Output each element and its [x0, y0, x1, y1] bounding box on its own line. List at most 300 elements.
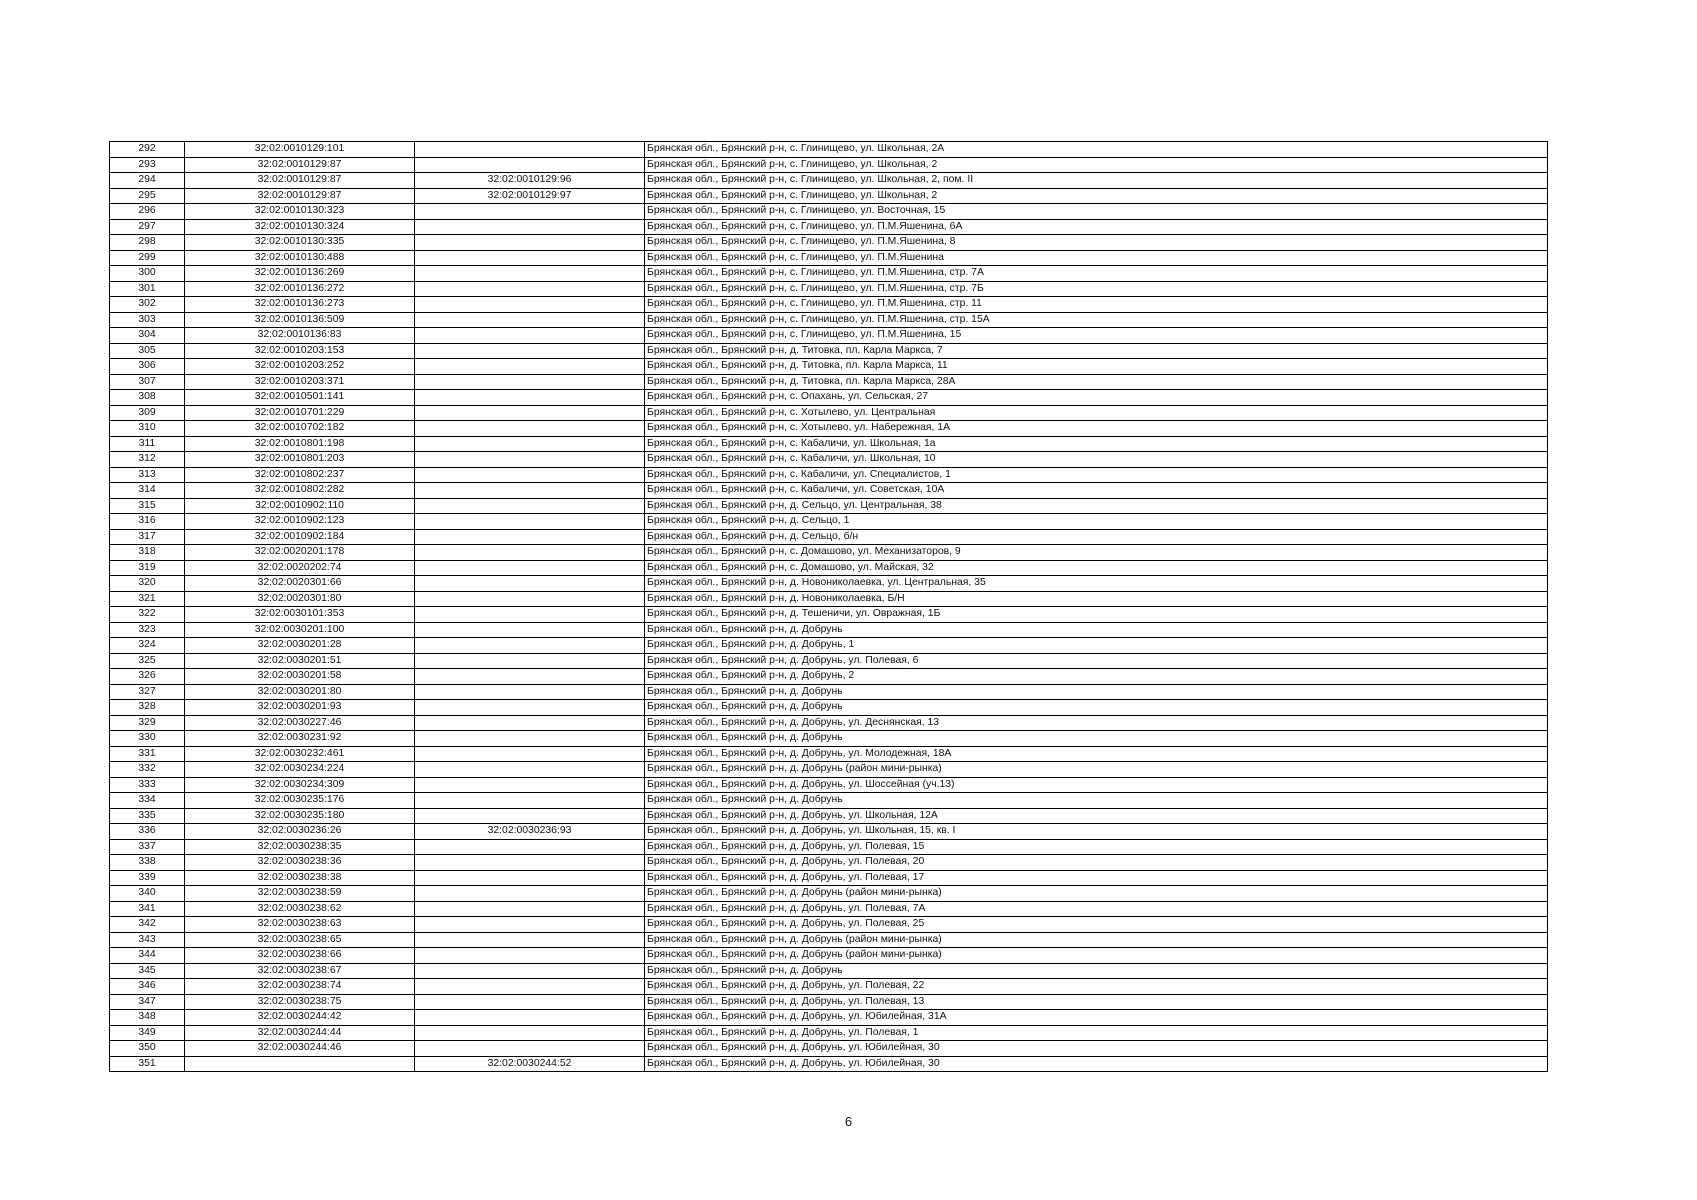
table-row: [110, 1025, 1548, 1041]
row-number-cell: 321: [110, 591, 185, 607]
address-cell: Брянская обл., Брянский р-н, с. Глинищево, ул. П.М.Яшенина, 8: [645, 235, 1548, 251]
cadastral-number-cell: 32:02:0010136:509: [185, 312, 415, 328]
object-cadastral-number-cell: [415, 219, 645, 235]
address-cell: Брянская обл., Брянский р-н, с. Глинищево, ул. П.М.Яшенина, 6А: [645, 219, 1548, 235]
cadastral-number-cell: 32:02:0010136:83: [185, 328, 415, 344]
row-number-cell: 334: [110, 793, 185, 809]
table-row: [110, 188, 1548, 204]
row-number-cell: 303: [110, 312, 185, 328]
cadastral-number-cell: 32:02:0030238:36: [185, 855, 415, 871]
cadastral-number-cell: 32:02:0010801:198: [185, 436, 415, 452]
object-cadastral-number-cell: [415, 483, 645, 499]
cadastral-number-cell: 32:02:0030201:100: [185, 622, 415, 638]
cadastral-number-cell: 32:02:0030238:66: [185, 948, 415, 964]
address-cell: Брянская обл., Брянский р-н, д. Добрунь, ул. Полевая, 20: [645, 855, 1548, 871]
table-row: [110, 204, 1548, 220]
cadastral-number-cell: 32:02:0010129:101: [185, 142, 415, 158]
table-row: [110, 219, 1548, 235]
row-number-cell: 305: [110, 343, 185, 359]
cadastral-number-cell: 32:02:0030238:63: [185, 917, 415, 933]
cadastral-number-cell: 32:02:0030238:74: [185, 979, 415, 995]
object-cadastral-number-cell: [415, 1041, 645, 1057]
cadastral-number-cell: 32:02:0010136:269: [185, 266, 415, 282]
object-cadastral-number-cell: 32:02:0010129:97: [415, 188, 645, 204]
table-row: [110, 576, 1548, 592]
address-cell: Брянская обл., Брянский р-н, д. Добрунь, ул. Полевая, 25: [645, 917, 1548, 933]
cadastral-number-cell: 32:02:0010136:272: [185, 281, 415, 297]
object-cadastral-number-cell: [415, 793, 645, 809]
cadastral-number-cell: 32:02:0030238:38: [185, 870, 415, 886]
object-cadastral-number-cell: [415, 855, 645, 871]
address-cell: Брянская обл., Брянский р-н, д. Добрунь, ул. Полевая, 15: [645, 839, 1548, 855]
row-number-cell: 311: [110, 436, 185, 452]
address-cell: Брянская обл., Брянский р-н, с. Глинищево, ул. Школьная, 2: [645, 188, 1548, 204]
object-cadastral-number-cell: [415, 1025, 645, 1041]
property-table: [109, 141, 1548, 1072]
row-number-cell: 344: [110, 948, 185, 964]
address-cell: Брянская обл., Брянский р-н, д. Новониколаевка, ул. Центральная, 35: [645, 576, 1548, 592]
cadastral-number-cell: 32:02:0020301:80: [185, 591, 415, 607]
object-cadastral-number-cell: [415, 839, 645, 855]
table-row: [110, 917, 1548, 933]
cadastral-number-cell: 32:02:0030201:80: [185, 684, 415, 700]
table-row: [110, 281, 1548, 297]
table-row: [110, 607, 1548, 623]
object-cadastral-number-cell: [415, 591, 645, 607]
row-number-cell: 343: [110, 932, 185, 948]
table-row: [110, 932, 1548, 948]
row-number-cell: 325: [110, 653, 185, 669]
object-cadastral-number-cell: [415, 948, 645, 964]
address-cell: Брянская обл., Брянский р-н, с. Кабаличи, ул. Специалистов, 1: [645, 467, 1548, 483]
table-row: [110, 684, 1548, 700]
table-row: [110, 452, 1548, 468]
row-number-cell: 339: [110, 870, 185, 886]
row-number-cell: 346: [110, 979, 185, 995]
cadastral-number-cell: 32:02:0010802:237: [185, 467, 415, 483]
row-number-cell: 307: [110, 374, 185, 390]
row-number-cell: 320: [110, 576, 185, 592]
cadastral-number-cell: 32:02:0030244:42: [185, 1010, 415, 1026]
cadastral-number-cell: 32:02:0030238:59: [185, 886, 415, 902]
address-cell: Брянская обл., Брянский р-н, с. Хотылево, ул. Набережная, 1А: [645, 421, 1548, 437]
cadastral-number-cell: 32:02:0030238:62: [185, 901, 415, 917]
table-row: [110, 390, 1548, 406]
cadastral-number-cell: 32:02:0010130:488: [185, 250, 415, 266]
object-cadastral-number-cell: [415, 297, 645, 313]
address-cell: Брянская обл., Брянский р-н, с. Глинищево, ул. П.М.Яшенина, стр. 15А: [645, 312, 1548, 328]
cadastral-number-cell: 32:02:0030201:58: [185, 669, 415, 685]
table-row: [110, 715, 1548, 731]
object-cadastral-number-cell: 32:02:0030244:52: [415, 1056, 645, 1072]
row-number-cell: 294: [110, 173, 185, 189]
object-cadastral-number-cell: [415, 979, 645, 995]
address-cell: Брянская обл., Брянский р-н, с. Глинищево, ул. П.М.Яшенина, стр. 11: [645, 297, 1548, 313]
table-row: [110, 343, 1548, 359]
address-cell: Брянская обл., Брянский р-н, с. Глинищево, ул. Школьная, 2А: [645, 142, 1548, 158]
object-cadastral-number-cell: [415, 560, 645, 576]
row-number-cell: 313: [110, 467, 185, 483]
cadastral-number-cell: 32:02:0010130:323: [185, 204, 415, 220]
object-cadastral-number-cell: [415, 514, 645, 530]
address-cell: Брянская обл., Брянский р-н, д. Сельцо, 1: [645, 514, 1548, 530]
object-cadastral-number-cell: [415, 374, 645, 390]
address-cell: Брянская обл., Брянский р-н, с. Опахань, ул. Сельская, 27: [645, 390, 1548, 406]
table-row: [110, 173, 1548, 189]
table-row: [110, 1010, 1548, 1026]
object-cadastral-number-cell: [415, 266, 645, 282]
row-number-cell: 314: [110, 483, 185, 499]
address-cell: Брянская обл., Брянский р-н, д. Добрунь, ул. Полевая, 7А: [645, 901, 1548, 917]
object-cadastral-number-cell: [415, 545, 645, 561]
table-row: [110, 328, 1548, 344]
row-number-cell: 348: [110, 1010, 185, 1026]
address-cell: Брянская обл., Брянский р-н, с. Кабаличи, ул. Советская, 10А: [645, 483, 1548, 499]
table-row: [110, 545, 1548, 561]
row-number-cell: 332: [110, 762, 185, 778]
address-cell: Брянская обл., Брянский р-н, д. Добрунь, ул. Школьная, 15, кв. I: [645, 824, 1548, 840]
cadastral-number-cell: 32:02:0030234:309: [185, 777, 415, 793]
object-cadastral-number-cell: [415, 498, 645, 514]
cadastral-number-cell: 32:02:0030236:26: [185, 824, 415, 840]
address-cell: Брянская обл., Брянский р-н, д. Тешеничи, ул. Овражная, 1Б: [645, 607, 1548, 623]
row-number-cell: 341: [110, 901, 185, 917]
table-row: [110, 421, 1548, 437]
table-row: [110, 591, 1548, 607]
cadastral-number-cell: 32:02:0030238:65: [185, 932, 415, 948]
object-cadastral-number-cell: [415, 436, 645, 452]
address-cell: Брянская обл., Брянский р-н, д. Добрунь: [645, 731, 1548, 747]
address-cell: Брянская обл., Брянский р-н, д. Добрунь, ул. Шоссейная (уч.13): [645, 777, 1548, 793]
table-row: [110, 266, 1548, 282]
address-cell: Брянская обл., Брянский р-н, д. Добрунь: [645, 700, 1548, 716]
cadastral-number-cell: 32:02:0030244:44: [185, 1025, 415, 1041]
address-cell: Брянская обл., Брянский р-н, д. Добрунь, ул. Молодежная, 18А: [645, 746, 1548, 762]
row-number-cell: 299: [110, 250, 185, 266]
table-row: [110, 746, 1548, 762]
row-number-cell: 317: [110, 529, 185, 545]
table-row: [110, 529, 1548, 545]
row-number-cell: 315: [110, 498, 185, 514]
address-cell: Брянская обл., Брянский р-н, д. Добрунь (район мини-рынка): [645, 886, 1548, 902]
table-row: [110, 870, 1548, 886]
row-number-cell: 326: [110, 669, 185, 685]
table-row: [110, 994, 1548, 1010]
cadastral-number-cell: 32:02:0010902:123: [185, 514, 415, 530]
address-cell: Брянская обл., Брянский р-н, д. Добрунь, ул. Полевая, 13: [645, 994, 1548, 1010]
object-cadastral-number-cell: [415, 312, 645, 328]
cadastral-number-cell: 32:02:0030238:35: [185, 839, 415, 855]
address-cell: Брянская обл., Брянский р-н, д. Добрунь: [645, 684, 1548, 700]
table-row: [110, 483, 1548, 499]
row-number-cell: 333: [110, 777, 185, 793]
table-row: [110, 901, 1548, 917]
row-number-cell: 309: [110, 405, 185, 421]
address-cell: Брянская обл., Брянский р-н, д. Сельцо, б/н: [645, 529, 1548, 545]
address-cell: Брянская обл., Брянский р-н, д. Добрунь, 2: [645, 669, 1548, 685]
table-row: [110, 886, 1548, 902]
object-cadastral-number-cell: [415, 777, 645, 793]
table-row: [110, 762, 1548, 778]
cadastral-number-cell: 32:02:0010702:182: [185, 421, 415, 437]
object-cadastral-number-cell: [415, 1010, 645, 1026]
object-cadastral-number-cell: [415, 405, 645, 421]
row-number-cell: 338: [110, 855, 185, 871]
cadastral-number-cell: 32:02:0010902:184: [185, 529, 415, 545]
row-number-cell: 323: [110, 622, 185, 638]
cadastral-number-cell: 32:02:0010129:87: [185, 157, 415, 173]
address-cell: Брянская обл., Брянский р-н, с. Кабаличи, ул. Школьная, 10: [645, 452, 1548, 468]
object-cadastral-number-cell: [415, 235, 645, 251]
object-cadastral-number-cell: [415, 731, 645, 747]
address-cell: Брянская обл., Брянский р-н, д. Добрунь, ул. Деснянская, 13: [645, 715, 1548, 731]
row-number-cell: 336: [110, 824, 185, 840]
object-cadastral-number-cell: [415, 901, 645, 917]
object-cadastral-number-cell: 32:02:0030236:93: [415, 824, 645, 840]
row-number-cell: 324: [110, 638, 185, 654]
object-cadastral-number-cell: [415, 576, 645, 592]
address-cell: Брянская обл., Брянский р-н, д. Титовка, пл. Карла Маркса, 28А: [645, 374, 1548, 390]
address-cell: Брянская обл., Брянский р-н, д. Добрунь, ул. Полевая, 6: [645, 653, 1548, 669]
table-row: [110, 467, 1548, 483]
cadastral-number-cell: 32:02:0010136:273: [185, 297, 415, 313]
object-cadastral-number-cell: [415, 700, 645, 716]
cadastral-number-cell: 32:02:0010129:87: [185, 188, 415, 204]
object-cadastral-number-cell: [415, 452, 645, 468]
table-row: [110, 498, 1548, 514]
object-cadastral-number-cell: [415, 917, 645, 933]
object-cadastral-number-cell: [415, 607, 645, 623]
table-row: [110, 793, 1548, 809]
address-cell: Брянская обл., Брянский р-н, д. Добрунь, ул. Юбилейная, 31А: [645, 1010, 1548, 1026]
row-number-cell: 292: [110, 142, 185, 158]
object-cadastral-number-cell: [415, 886, 645, 902]
address-cell: Брянская обл., Брянский р-н, д. Добрунь (район мини-рынка): [645, 932, 1548, 948]
address-cell: Брянская обл., Брянский р-н, с. Хотылево, ул. Центральная: [645, 405, 1548, 421]
cadastral-number-cell: 32:02:0030201:51: [185, 653, 415, 669]
address-cell: Брянская обл., Брянский р-н, д. Добрунь: [645, 963, 1548, 979]
row-number-cell: 312: [110, 452, 185, 468]
object-cadastral-number-cell: [415, 622, 645, 638]
table-row: [110, 979, 1548, 995]
table-row: [110, 436, 1548, 452]
object-cadastral-number-cell: [415, 932, 645, 948]
row-number-cell: 329: [110, 715, 185, 731]
address-cell: Брянская обл., Брянский р-н, д. Добрунь (район мини-рынка): [645, 762, 1548, 778]
address-cell: Брянская обл., Брянский р-н, д. Добрунь, ул. Полевая, 22: [645, 979, 1548, 995]
cadastral-number-cell: 32:02:0010129:87: [185, 173, 415, 189]
object-cadastral-number-cell: [415, 359, 645, 375]
cadastral-number-cell: 32:02:0030201:93: [185, 700, 415, 716]
object-cadastral-number-cell: [415, 638, 645, 654]
row-number-cell: 308: [110, 390, 185, 406]
table-row: [110, 963, 1548, 979]
table-row: [110, 777, 1548, 793]
object-cadastral-number-cell: [415, 281, 645, 297]
table-row: [110, 824, 1548, 840]
row-number-cell: 335: [110, 808, 185, 824]
table-row: [110, 669, 1548, 685]
object-cadastral-number-cell: [415, 390, 645, 406]
address-cell: Брянская обл., Брянский р-н, с. Глинищево, ул. Восточная, 15: [645, 204, 1548, 220]
object-cadastral-number-cell: [415, 669, 645, 685]
table-row: [110, 142, 1548, 158]
row-number-cell: 298: [110, 235, 185, 251]
row-number-cell: 328: [110, 700, 185, 716]
table-row: [110, 638, 1548, 654]
row-number-cell: 331: [110, 746, 185, 762]
address-cell: Брянская обл., Брянский р-н, д. Добрунь, ул. Юбилейная, 30: [645, 1056, 1548, 1072]
address-cell: Брянская обл., Брянский р-н, с. Глинищево, ул. Школьная, 2: [645, 157, 1548, 173]
cadastral-number-cell: 32:02:0030235:180: [185, 808, 415, 824]
row-number-cell: 301: [110, 281, 185, 297]
cadastral-number-cell: 32:02:0020201:178: [185, 545, 415, 561]
row-number-cell: 351: [110, 1056, 185, 1072]
table-row: [110, 808, 1548, 824]
row-number-cell: 306: [110, 359, 185, 375]
object-cadastral-number-cell: [415, 870, 645, 886]
cadastral-number-cell: 32:02:0010701:229: [185, 405, 415, 421]
address-cell: Брянская обл., Брянский р-н, д. Добрунь: [645, 622, 1548, 638]
cadastral-number-cell: 32:02:0010801:203: [185, 452, 415, 468]
object-cadastral-number-cell: [415, 653, 645, 669]
table-row: [110, 250, 1548, 266]
address-cell: Брянская обл., Брянский р-н, д. Добрунь (район мини-рынка): [645, 948, 1548, 964]
table-row: [110, 839, 1548, 855]
row-number-cell: 296: [110, 204, 185, 220]
row-number-cell: 319: [110, 560, 185, 576]
object-cadastral-number-cell: [415, 467, 645, 483]
cadastral-number-cell: 32:02:0010501:141: [185, 390, 415, 406]
row-number-cell: 347: [110, 994, 185, 1010]
table-row: [110, 855, 1548, 871]
table-row: [110, 948, 1548, 964]
object-cadastral-number-cell: [415, 715, 645, 731]
row-number-cell: 304: [110, 328, 185, 344]
row-number-cell: 302: [110, 297, 185, 313]
table-row: [110, 622, 1548, 638]
object-cadastral-number-cell: [415, 421, 645, 437]
row-number-cell: 310: [110, 421, 185, 437]
table-row: [110, 297, 1548, 313]
address-cell: Брянская обл., Брянский р-н, с. Кабаличи, ул. Школьная, 1а: [645, 436, 1548, 452]
cadastral-number-cell: 32:02:0030235:176: [185, 793, 415, 809]
row-number-cell: 340: [110, 886, 185, 902]
table-row: [110, 1041, 1548, 1057]
address-cell: Брянская обл., Брянский р-н, д. Новониколаевка, Б/Н: [645, 591, 1548, 607]
object-cadastral-number-cell: [415, 250, 645, 266]
row-number-cell: 350: [110, 1041, 185, 1057]
object-cadastral-number-cell: [415, 963, 645, 979]
cadastral-number-cell: [185, 1056, 415, 1072]
cadastral-number-cell: 32:02:0010130:324: [185, 219, 415, 235]
object-cadastral-number-cell: [415, 746, 645, 762]
row-number-cell: 349: [110, 1025, 185, 1041]
row-number-cell: 297: [110, 219, 185, 235]
table-row: [110, 1056, 1548, 1072]
row-number-cell: 295: [110, 188, 185, 204]
object-cadastral-number-cell: 32:02:0010129:96: [415, 173, 645, 189]
address-cell: Брянская обл., Брянский р-н, д. Добрунь, ул. Юбилейная, 30: [645, 1041, 1548, 1057]
object-cadastral-number-cell: [415, 762, 645, 778]
cadastral-number-cell: 32:02:0010902:110: [185, 498, 415, 514]
address-cell: Брянская обл., Брянский р-н, д. Добрунь, ул. Полевая, 17: [645, 870, 1548, 886]
address-cell: Брянская обл., Брянский р-н, д. Сельцо, ул. Центральная, 38: [645, 498, 1548, 514]
row-number-cell: 330: [110, 731, 185, 747]
row-number-cell: 316: [110, 514, 185, 530]
cadastral-number-cell: 32:02:0010203:153: [185, 343, 415, 359]
address-cell: Брянская обл., Брянский р-н, д. Добрунь, 1: [645, 638, 1548, 654]
table-row: [110, 514, 1548, 530]
row-number-cell: 342: [110, 917, 185, 933]
cadastral-number-cell: 32:02:0030101:353: [185, 607, 415, 623]
address-cell: Брянская обл., Брянский р-н, с. Глинищево, ул. П.М.Яшенина, 15: [645, 328, 1548, 344]
cadastral-number-cell: 32:02:0010802:282: [185, 483, 415, 499]
cadastral-number-cell: 32:02:0030232:461: [185, 746, 415, 762]
row-number-cell: 337: [110, 839, 185, 855]
row-number-cell: 345: [110, 963, 185, 979]
object-cadastral-number-cell: [415, 994, 645, 1010]
table-row: [110, 157, 1548, 173]
cadastral-number-cell: 32:02:0030244:46: [185, 1041, 415, 1057]
cadastral-number-cell: 32:02:0010203:371: [185, 374, 415, 390]
row-number-cell: 322: [110, 607, 185, 623]
page-number: 6: [844, 1114, 853, 1129]
cadastral-number-cell: 32:02:0010130:335: [185, 235, 415, 251]
table-row: [110, 700, 1548, 716]
row-number-cell: 293: [110, 157, 185, 173]
address-cell: Брянская обл., Брянский р-н, д. Добрунь: [645, 793, 1548, 809]
object-cadastral-number-cell: [415, 343, 645, 359]
table-row: [110, 235, 1548, 251]
cadastral-number-cell: 32:02:0020202:74: [185, 560, 415, 576]
cadastral-number-cell: 32:02:0010203:252: [185, 359, 415, 375]
row-number-cell: 300: [110, 266, 185, 282]
address-cell: Брянская обл., Брянский р-н, д. Добрунь, ул. Полевая, 1: [645, 1025, 1548, 1041]
address-cell: Брянская обл., Брянский р-н, с. Домашово, ул. Механизаторов, 9: [645, 545, 1548, 561]
property-table-body: [110, 142, 1548, 1072]
address-cell: Брянская обл., Брянский р-н, с. Домашово, ул. Майская, 32: [645, 560, 1548, 576]
address-cell: Брянская обл., Брянский р-н, д. Титовка, пл. Карла Маркса, 7: [645, 343, 1548, 359]
address-cell: Брянская обл., Брянский р-н, д. Добрунь, ул. Школьная, 12А: [645, 808, 1548, 824]
table-row: [110, 405, 1548, 421]
cadastral-number-cell: 32:02:0020301:66: [185, 576, 415, 592]
row-number-cell: 318: [110, 545, 185, 561]
address-cell: Брянская обл., Брянский р-н, с. Глинищево, ул. Школьная, 2, пом. II: [645, 173, 1548, 189]
object-cadastral-number-cell: [415, 142, 645, 158]
object-cadastral-number-cell: [415, 328, 645, 344]
address-cell: Брянская обл., Брянский р-н, с. Глинищево, ул. П.М.Яшенина, стр. 7А: [645, 266, 1548, 282]
cadastral-number-cell: 32:02:0030231:92: [185, 731, 415, 747]
table-row: [110, 359, 1548, 375]
object-cadastral-number-cell: [415, 204, 645, 220]
address-cell: Брянская обл., Брянский р-н, с. Глинищево, ул. П.М.Яшенина: [645, 250, 1548, 266]
cadastral-number-cell: 32:02:0030234:224: [185, 762, 415, 778]
address-cell: Брянская обл., Брянский р-н, с. Глинищево, ул. П.М.Яшенина, стр. 7Б: [645, 281, 1548, 297]
object-cadastral-number-cell: [415, 157, 645, 173]
row-number-cell: 327: [110, 684, 185, 700]
cadastral-number-cell: 32:02:0030227:46: [185, 715, 415, 731]
cadastral-number-cell: 32:02:0030201:28: [185, 638, 415, 654]
table-row: [110, 312, 1548, 328]
cadastral-number-cell: 32:02:0030238:75: [185, 994, 415, 1010]
object-cadastral-number-cell: [415, 684, 645, 700]
table-row: [110, 374, 1548, 390]
address-cell: Брянская обл., Брянский р-н, д. Титовка, пл. Карла Маркса, 11: [645, 359, 1548, 375]
table-row: [110, 560, 1548, 576]
table-row: [110, 653, 1548, 669]
cadastral-number-cell: 32:02:0030238:67: [185, 963, 415, 979]
